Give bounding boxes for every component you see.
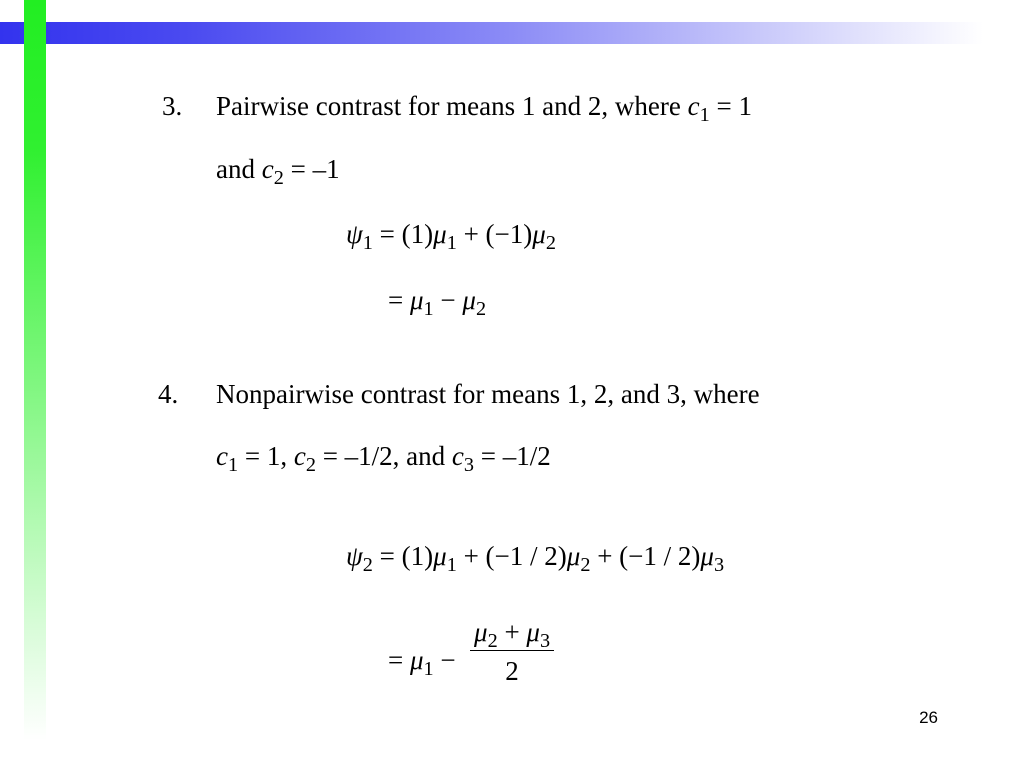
mu-subscript: 3 — [539, 630, 551, 653]
equation-term: + (−1 / 2) — [590, 541, 701, 571]
mu-symbol: μ — [526, 617, 540, 647]
c1-variable: c — [216, 441, 228, 471]
fraction-denominator: 2 — [505, 656, 519, 686]
mu-subscript: 2 — [545, 232, 556, 255]
psi-symbol: ψ — [346, 219, 363, 249]
item-4-number: 4. — [158, 379, 179, 409]
mu-symbol: μ — [409, 645, 424, 675]
mu-symbol: μ — [433, 219, 447, 249]
fraction-numerator — [470, 616, 554, 651]
c1-subscript: 1 — [699, 104, 710, 127]
c2-value: = –1 — [283, 154, 340, 184]
item-4-text-line2 — [216, 440, 551, 477]
equation-psi2-simplified — [388, 644, 456, 681]
mu-subscript: 1 — [446, 232, 457, 255]
c1-value: = 1 — [709, 91, 752, 121]
equation-term: = — [388, 285, 410, 315]
mu-subscript: 2 — [580, 554, 591, 577]
c2-value: = –1/2, and — [315, 441, 452, 471]
equation-term: − — [433, 645, 456, 675]
c2-subscript: 2 — [273, 167, 284, 190]
mu-subscript: 3 — [713, 554, 725, 577]
mu-symbol: μ — [433, 541, 447, 571]
equation-term: + (−1 / 2) — [456, 541, 567, 571]
equation-term: = (1) — [372, 541, 434, 571]
and-word: and — [216, 154, 255, 184]
mu-subscript: 1 — [446, 554, 457, 577]
equation-term: + (−1) — [456, 219, 533, 249]
mu-symbol: μ — [409, 285, 424, 315]
equation-psi1-definition — [346, 218, 556, 255]
mu-symbol: μ — [532, 219, 546, 249]
c2-variable: c — [293, 441, 306, 471]
item-3-text-line2 — [216, 153, 340, 190]
psi-symbol: ψ — [346, 541, 363, 571]
c3-variable: c — [451, 441, 464, 471]
fraction — [470, 616, 554, 687]
equation-term: + — [497, 617, 527, 647]
mu-symbol: μ — [474, 617, 488, 647]
mu-subscript: 2 — [475, 298, 487, 321]
equation-term: = — [388, 645, 410, 675]
equation-term: − — [433, 285, 463, 315]
equation-term: = (1) — [372, 219, 434, 249]
mu-symbol: μ — [566, 541, 581, 571]
top-decorative-bar — [0, 22, 1024, 44]
mu-symbol: μ — [462, 285, 476, 315]
equation-psi1-simplified — [388, 284, 487, 321]
c1-subscript: 1 — [227, 454, 239, 477]
c1-variable: c — [687, 91, 700, 121]
psi-subscript: 2 — [362, 554, 373, 577]
item-3-description: Pairwise contrast for means 1 and 2, where — [216, 91, 681, 121]
c2-variable: c — [261, 154, 274, 184]
item-3-text-line1 — [216, 90, 752, 127]
side-decorative-bar — [24, 0, 46, 740]
c3-subscript: 3 — [463, 454, 475, 477]
equation-psi2-definition — [346, 540, 725, 577]
c2-subscript: 2 — [305, 454, 316, 477]
item-3-number: 3. — [162, 91, 183, 121]
c1-value: = 1, — [238, 441, 294, 471]
c3-value: = –1/2 — [474, 441, 551, 471]
mu-subscript: 2 — [487, 630, 498, 653]
mu-symbol: μ — [700, 541, 714, 571]
page-number: 26 — [919, 708, 938, 727]
mu-subscript: 1 — [423, 658, 434, 681]
item-4-text-line1: Nonpairwise contrast for means 1, 2, and 3, where — [216, 379, 760, 409]
psi-subscript: 1 — [362, 232, 373, 255]
mu-subscript: 1 — [423, 298, 434, 321]
